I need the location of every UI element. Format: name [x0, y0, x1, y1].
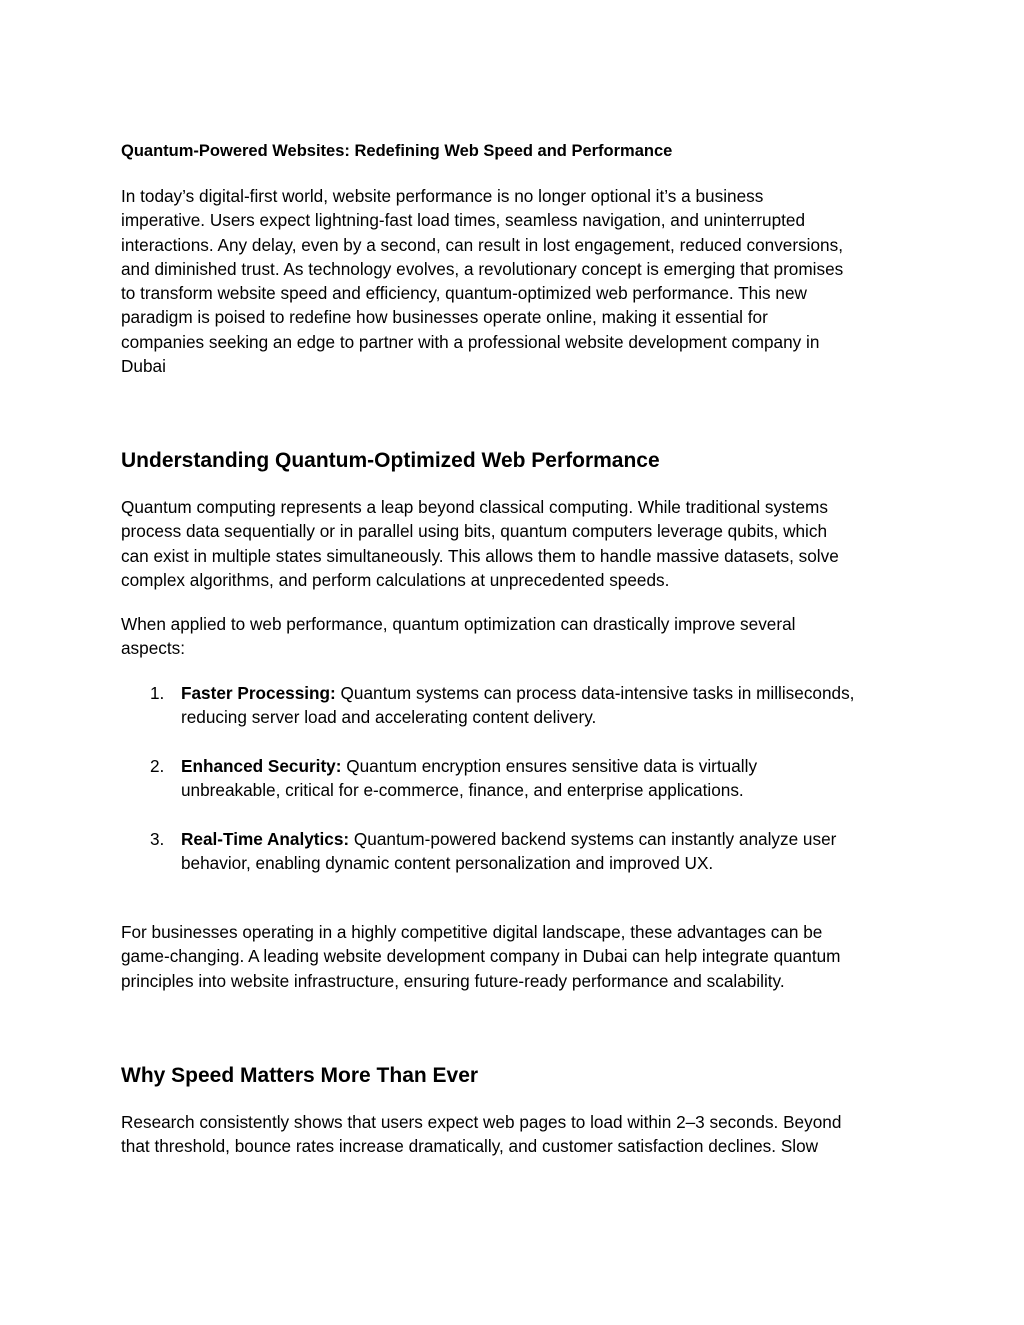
text-line: For businesses operating in a highly competitive digital landscape, these advantages can be: [121, 922, 823, 942]
section-heading-why-speed: Why Speed Matters More Than Ever: [121, 1064, 479, 1087]
list-text: unbreakable, critical for e-commerce, finance, and enterprise applications.: [181, 780, 744, 801]
section1-paragraph-3: [121, 920, 911, 993]
text-line: paradigm is poised to redefine how businesses operate online, making it essential for: [121, 307, 768, 328]
text-line: Dubai: [121, 356, 166, 377]
list-term: Real-Time Analytics:: [181, 829, 350, 849]
text-line: and diminished trust. As technology evolves, a revolutionary concept is emerging that promises: [121, 258, 844, 279]
list-text: Quantum encryption ensures sensitive data is virtually: [341, 756, 758, 776]
list-text: behavior, enabling dynamic content personalization and improved UX.: [181, 853, 714, 874]
intro-paragraph: [121, 184, 911, 378]
text-line: companies seeking an edge to partner with a professional website development company in: [121, 331, 820, 352]
text-line: principles into website infrastructure, ensuring future-ready performance and scalability.: [121, 970, 785, 991]
text-line: Research consistently shows that users expect web pages to load within 2–3 seconds. Beyond: [121, 1112, 842, 1132]
section-heading-understanding: Understanding Quantum-Optimized Web Performance: [121, 449, 660, 472]
text-line: imperative. Users expect lightning-fast load times, seamless navigation, and uninterrupted: [121, 210, 806, 231]
section2-paragraph-1: [121, 1110, 911, 1159]
list-number: 3.: [150, 829, 165, 849]
text-line: aspects:: [121, 638, 186, 659]
list-text: Quantum systems can process data-intensive tasks in milliseconds,: [335, 683, 855, 703]
list-number: 2.: [150, 756, 165, 776]
text-line: process data sequentially or in parallel using bits, quantum computers leverage qubits, which: [121, 521, 828, 542]
list-number: 1.: [150, 683, 165, 703]
document-title: Quantum-Powered Websites: Redefining Web Speed and Performance: [121, 142, 673, 160]
list-text: reducing server load and accelerating content delivery.: [181, 707, 597, 728]
text-line: Quantum computing represents a leap beyond classical computing. While traditional systems: [121, 497, 828, 517]
text-line: interactions. Any delay, even by a second, can result in lost engagement, reduced conversions,: [121, 234, 843, 255]
text-line: In today’s digital-first world, website performance is no longer optional it’s a business: [121, 186, 764, 206]
list-text: Quantum-powered backend systems can instantly analyze user: [349, 829, 837, 849]
text-line: When applied to web performance, quantum optimization can drastically improve several: [121, 614, 796, 634]
text-line: to transform website speed and efficiency, quantum-optimized web performance. This new: [121, 283, 807, 304]
text-line: complex algorithms, and perform calculations at unprecedented speeds.: [121, 569, 670, 590]
list-term: Enhanced Security:: [181, 756, 342, 776]
list-term: Faster Processing:: [181, 683, 336, 703]
section1-paragraph-1: [121, 495, 911, 592]
section1-paragraph-2: [121, 612, 911, 661]
text-line: that threshold, bounce rates increase dramatically, and customer satisfaction declines. Slow: [121, 1136, 819, 1157]
text-line: can exist in multiple states simultaneously. This allows them to handle massive datasets, solve: [121, 545, 839, 566]
text-line: game-changing. A leading website development company in Dubai can help integrate quantum: [121, 946, 841, 967]
